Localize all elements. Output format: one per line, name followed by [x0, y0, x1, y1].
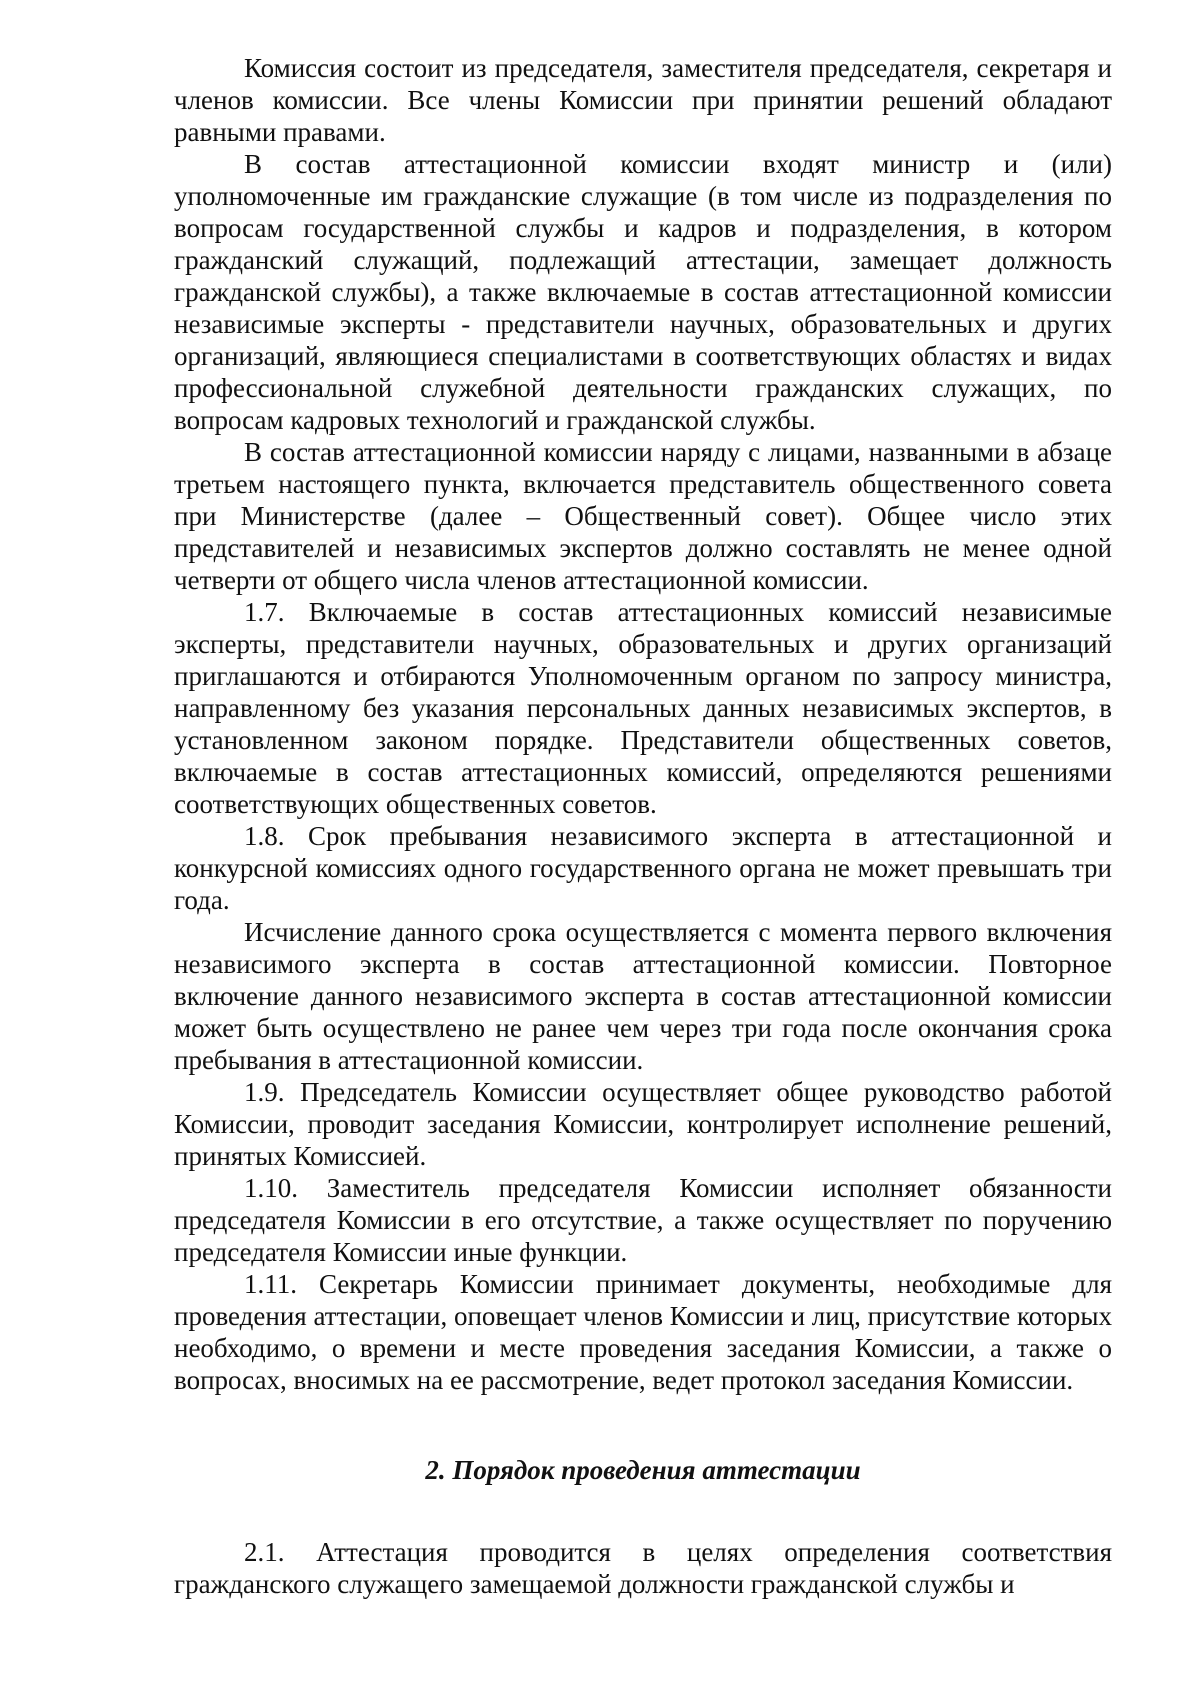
paragraph-1-8: 1.8. Срок пребывания независимого эксперта в аттестационной и конкурсной комиссиях одного государственного органа не может превышать три года.: [174, 821, 1112, 915]
paragraph-1-10: 1.10. Заместитель председателя Комиссии исполняет обязанности председателя Комиссии в его отсутствие, а также осуществляет по поручению председателя Комиссии иные функции.: [174, 1173, 1112, 1267]
paragraph-2-1: 2.1. Аттестация проводится в целях определения соответствия гражданского служащего замещаемой должности гражданской службы и: [174, 1537, 1112, 1599]
paragraph-public-council-representative: В состав аттестационной комиссии наряду с лицами, названными в абзаце третьем настоящего пункта, включается представитель общественного совета при Министерстве (далее – Общественный совет). Общее число этих представителей и независимых экспертов должно составлять не менее одной четверти от общего числа членов аттестационной комиссии.: [174, 437, 1112, 595]
paragraph-1-9: 1.9. Председатель Комиссии осуществляет общее руководство работой Комиссии, проводит заседания Комиссии, контролирует исполнение решений, принятых Комиссией.: [174, 1077, 1112, 1171]
paragraph-commission-composition: Комиссия состоит из председателя, заместителя председателя, секретаря и членов комиссии. Все члены Комиссии при принятии решений обладают равными правами.: [174, 53, 1112, 147]
document-body: [174, 52, 1112, 1600]
paragraph-1-7: 1.7. Включаемые в состав аттестационных комиссий независимые эксперты, представители научных, образовательных и других организаций приглашаются и отбираются Уполномоченным органом по запросу министра, направленному без указания персональных данных независимых экспертов, в установленном законом порядке. Представители общественных советов, включаемые в состав аттестационных комиссий, определяются решениями соответствующих общественных советов.: [174, 597, 1112, 819]
paragraph-term-calculation: Исчисление данного срока осуществляется с момента первого включения независимого эксперта в состав аттестационной комиссии. Повторное включение данного независимого эксперта в состав аттестационной комиссии может быть осуществлено не ранее чем через три года после окончания срока пребывания в аттестационной комиссии.: [174, 917, 1112, 1075]
section-heading: 2. Порядок проведения аттестации: [425, 1455, 861, 1485]
paragraph-commission-members: В состав аттестационной комиссии входят министр и (или) уполномоченные им гражданские служащие (в том числе из подразделения по вопросам государственной службы и кадров и подразделения, в котором гражданский служащий, подлежащий аттестации, замещает должность гражданской службы), а также включаемые в состав аттестационной комиссии независимые эксперты - представители научных, образовательных и других организаций, являющиеся специалистами в соответствующих областях и видах профессиональной служебной деятельности гражданских служащих, по вопросам кадровых технологий и гражданской службы.: [174, 149, 1112, 435]
paragraph-1-11: 1.11. Секретарь Комиссии принимает документы, необходимые для проведения аттестации, оповещает членов Комиссии и лиц, присутствие которых необходимо, о времени и месте проведения заседания Комиссии, а также о вопросах, вносимых на ее рассмотрение, ведет протокол заседания Комиссии.: [174, 1269, 1112, 1395]
